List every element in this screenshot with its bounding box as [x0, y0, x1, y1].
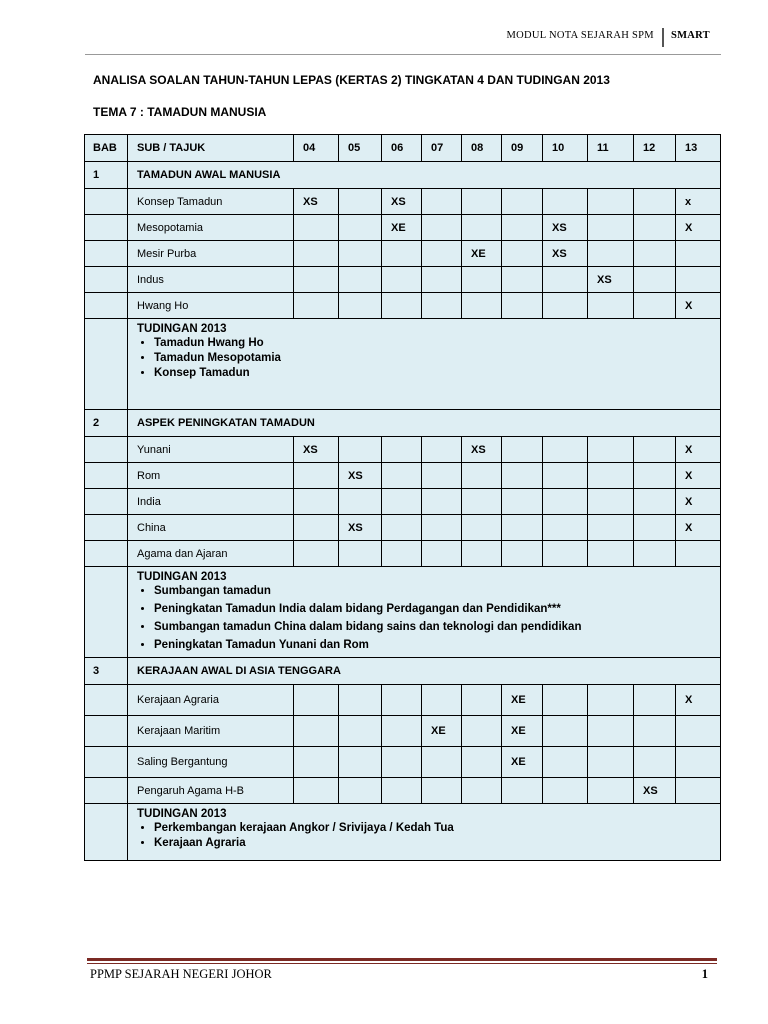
mark-cell: XS [339, 463, 382, 489]
mark-cell [339, 489, 382, 515]
mark-cell [382, 541, 422, 567]
mark-cell [676, 716, 721, 747]
mark-cell: XE [462, 241, 502, 267]
mark-cell: XS [543, 215, 588, 241]
mark-cell [462, 685, 502, 716]
mark-cell: X [676, 463, 721, 489]
table-header-row [85, 135, 721, 162]
subtopic-cell: Kerajaan Maritim [128, 716, 294, 747]
mark-cell [634, 489, 676, 515]
notes-cell [128, 804, 721, 861]
subtopic-cell: Indus [128, 267, 294, 293]
mark-cell [339, 267, 382, 293]
notes-title: TUDINGAN 2013 [137, 323, 227, 335]
mark-cell [543, 716, 588, 747]
mark-cell [462, 463, 502, 489]
mark-cell: XS [543, 241, 588, 267]
header-rule [85, 54, 721, 55]
footer-rule-thin [87, 963, 717, 964]
mark-cell [676, 267, 721, 293]
notes-item: • Sumbangan tamadun China dalam bidang sains dan teknologi dan pendidikan [154, 621, 720, 633]
subtopic-cell: Konsep Tamadun [128, 189, 294, 215]
mark-cell [294, 293, 339, 319]
mark-cell [294, 515, 339, 541]
table-row [85, 716, 721, 747]
subtopic-cell: Rom [128, 463, 294, 489]
mark-cell [588, 778, 634, 804]
notes-cell [128, 319, 721, 410]
mark-cell [339, 215, 382, 241]
bab-cell [85, 189, 128, 215]
header-smart-label: SMART [670, 30, 710, 41]
notes-title: TUDINGAN 2013 [137, 808, 227, 820]
bab-cell [85, 716, 128, 747]
section-title: TAMADUN AWAL MANUSIA [128, 162, 721, 189]
mark-cell: X [676, 515, 721, 541]
column-header: SUB / TAJUK [128, 135, 294, 162]
mark-cell: XE [502, 747, 543, 778]
bab-cell [85, 685, 128, 716]
bab-cell [85, 489, 128, 515]
section-row [85, 162, 721, 189]
mark-cell [339, 716, 382, 747]
mark-cell [462, 215, 502, 241]
mark-cell [543, 747, 588, 778]
mark-cell: X [676, 685, 721, 716]
mark-cell [634, 215, 676, 241]
mark-cell [634, 267, 676, 293]
column-header: 06 [382, 135, 422, 162]
mark-cell [588, 489, 634, 515]
bab-cell [85, 241, 128, 267]
mark-cell [294, 778, 339, 804]
mark-cell [543, 293, 588, 319]
mark-cell [382, 437, 422, 463]
mark-cell [462, 267, 502, 293]
bab-cell [85, 437, 128, 463]
document-subtitle: TEMA 7 : TAMADUN MANUSIA [93, 105, 267, 119]
section-row [85, 658, 721, 685]
column-header: 10 [543, 135, 588, 162]
mark-cell [588, 747, 634, 778]
bab-cell [85, 267, 128, 293]
column-header: 04 [294, 135, 339, 162]
mark-cell: XS [588, 267, 634, 293]
mark-cell [462, 293, 502, 319]
subtopic-cell: Hwang Ho [128, 293, 294, 319]
mark-cell: X [676, 437, 721, 463]
mark-cell: XS [294, 437, 339, 463]
table-row [85, 747, 721, 778]
column-header: 09 [502, 135, 543, 162]
page-number: 1 [701, 967, 708, 981]
footer-rule-thick [87, 958, 717, 961]
mark-cell [462, 515, 502, 541]
mark-cell: XS [462, 437, 502, 463]
column-header: 05 [339, 135, 382, 162]
mark-cell [634, 716, 676, 747]
mark-cell: XE [422, 716, 462, 747]
mark-cell [676, 778, 721, 804]
mark-cell [462, 778, 502, 804]
mark-cell [382, 747, 422, 778]
mark-cell [676, 241, 721, 267]
mark-cell [294, 716, 339, 747]
mark-cell [543, 685, 588, 716]
notes-item: • Konsep Tamadun [154, 367, 720, 379]
mark-cell [502, 215, 543, 241]
mark-cell [294, 241, 339, 267]
bab-cell [85, 293, 128, 319]
mark-cell [462, 189, 502, 215]
mark-cell [543, 778, 588, 804]
mark-cell [676, 747, 721, 778]
bab-cell [85, 541, 128, 567]
subtopic-cell: Mesopotamia [128, 215, 294, 241]
notes-list [137, 337, 720, 379]
mark-cell [382, 241, 422, 267]
mark-cell [502, 189, 543, 215]
mark-cell [294, 541, 339, 567]
mark-cell [588, 437, 634, 463]
mark-cell [588, 215, 634, 241]
mark-cell [382, 463, 422, 489]
header-module-title: MODUL NOTA SEJARAH SPM [506, 30, 654, 41]
bab-cell [85, 215, 128, 241]
mark-cell [422, 189, 462, 215]
mark-cell [462, 489, 502, 515]
section-title: ASPEK PENINGKATAN TAMADUN [128, 410, 721, 437]
mark-cell [422, 293, 462, 319]
notes-item: • Kerajaan Agraria [154, 837, 720, 849]
notes-item: • Sumbangan tamadun [154, 585, 720, 597]
table-row [85, 215, 721, 241]
notes-item: • Perkembangan kerajaan Angkor / Srivijaya / Kedah Tua [154, 822, 720, 834]
mark-cell [462, 716, 502, 747]
bab-cell [85, 778, 128, 804]
mark-cell [382, 515, 422, 541]
mark-cell [502, 778, 543, 804]
mark-cell [382, 778, 422, 804]
notes-item: • Peningkatan Tamadun Yunani dan Rom [154, 639, 720, 651]
mark-cell [634, 541, 676, 567]
mark-cell [543, 541, 588, 567]
mark-cell [339, 747, 382, 778]
column-header: 07 [422, 135, 462, 162]
column-header: BAB [85, 135, 128, 162]
mark-cell [339, 778, 382, 804]
mark-cell [422, 215, 462, 241]
mark-cell [588, 189, 634, 215]
mark-cell [634, 463, 676, 489]
column-header: 13 [676, 135, 721, 162]
mark-cell [588, 541, 634, 567]
mark-cell [543, 489, 588, 515]
bab-number: 1 [85, 162, 128, 189]
analysis-table [84, 134, 721, 861]
mark-cell [502, 293, 543, 319]
bab-cell [85, 747, 128, 778]
mark-cell [588, 515, 634, 541]
mark-cell [634, 293, 676, 319]
table-row [85, 541, 721, 567]
mark-cell [422, 685, 462, 716]
mark-cell: XS [294, 189, 339, 215]
mark-cell [339, 437, 382, 463]
mark-cell [422, 515, 462, 541]
mark-cell: XE [382, 215, 422, 241]
mark-cell [422, 267, 462, 293]
mark-cell: X [676, 293, 721, 319]
notes-list [137, 585, 720, 651]
mark-cell [339, 189, 382, 215]
mark-cell [634, 241, 676, 267]
mark-cell [502, 463, 543, 489]
column-header: 12 [634, 135, 676, 162]
bab-cell [85, 319, 128, 410]
mark-cell [339, 541, 382, 567]
notes-cell [128, 567, 721, 658]
mark-cell [382, 685, 422, 716]
table-row [85, 685, 721, 716]
mark-cell [462, 541, 502, 567]
section-row [85, 410, 721, 437]
mark-cell [634, 189, 676, 215]
mark-cell [634, 437, 676, 463]
mark-cell [294, 489, 339, 515]
subtopic-cell: Pengaruh Agama H-B [128, 778, 294, 804]
mark-cell [382, 489, 422, 515]
mark-cell [502, 541, 543, 567]
subtopic-cell: India [128, 489, 294, 515]
bab-cell [85, 463, 128, 489]
mark-cell: XE [502, 685, 543, 716]
mark-cell [634, 747, 676, 778]
mark-cell: X [676, 215, 721, 241]
running-header [507, 28, 711, 47]
bab-number: 2 [85, 410, 128, 437]
mark-cell [422, 489, 462, 515]
mark-cell [294, 463, 339, 489]
mark-cell [294, 685, 339, 716]
notes-row [85, 319, 721, 410]
section-title: KERAJAAN AWAL DI ASIA TENGGARA [128, 658, 721, 685]
column-header: 11 [588, 135, 634, 162]
subtopic-cell: Kerajaan Agraria [128, 685, 294, 716]
table-row [85, 267, 721, 293]
table-row [85, 489, 721, 515]
mark-cell [502, 489, 543, 515]
mark-cell [422, 778, 462, 804]
notes-list [137, 822, 720, 849]
table-row [85, 778, 721, 804]
mark-cell [339, 293, 382, 319]
mark-cell [294, 215, 339, 241]
mark-cell [382, 716, 422, 747]
table-row [85, 463, 721, 489]
mark-cell [422, 437, 462, 463]
table-row [85, 241, 721, 267]
notes-row [85, 567, 721, 658]
mark-cell [588, 293, 634, 319]
mark-cell [543, 189, 588, 215]
subtopic-cell: China [128, 515, 294, 541]
notes-item: • Tamadun Hwang Ho [154, 337, 720, 349]
mark-cell: x [676, 189, 721, 215]
mark-cell [422, 241, 462, 267]
footer-organization: PPMP SEJARAH NEGERI JOHOR [90, 967, 272, 981]
mark-cell [588, 716, 634, 747]
mark-cell [588, 685, 634, 716]
bab-cell [85, 804, 128, 861]
mark-cell [422, 463, 462, 489]
mark-cell [543, 437, 588, 463]
subtopic-cell: Saling Bergantung [128, 747, 294, 778]
mark-cell [294, 747, 339, 778]
mark-cell [543, 515, 588, 541]
mark-cell [502, 515, 543, 541]
mark-cell [294, 267, 339, 293]
document-title: ANALISA SOALAN TAHUN-TAHUN LEPAS (KERTAS 2) TINGKATAN 4 DAN TUDINGAN 2013 [93, 73, 610, 87]
column-header: 08 [462, 135, 502, 162]
mark-cell [588, 241, 634, 267]
mark-cell: XS [339, 515, 382, 541]
mark-cell [502, 241, 543, 267]
mark-cell [382, 267, 422, 293]
mark-cell [382, 293, 422, 319]
mark-cell [543, 267, 588, 293]
mark-cell: XE [502, 716, 543, 747]
notes-item: • Tamadun Mesopotamia [154, 352, 720, 364]
bab-cell [85, 515, 128, 541]
mark-cell [339, 685, 382, 716]
table-row [85, 437, 721, 463]
bab-cell [85, 567, 128, 658]
notes-title: TUDINGAN 2013 [137, 571, 227, 583]
mark-cell [588, 463, 634, 489]
mark-cell [676, 541, 721, 567]
mark-cell [502, 437, 543, 463]
subtopic-cell: Agama dan Ajaran [128, 541, 294, 567]
mark-cell: XS [634, 778, 676, 804]
bab-number: 3 [85, 658, 128, 685]
mark-cell [422, 541, 462, 567]
mark-cell: X [676, 489, 721, 515]
table-row [85, 189, 721, 215]
notes-item: • Peningkatan Tamadun India dalam bidang Perdagangan dan Pendidikan*** [154, 603, 720, 615]
mark-cell [339, 241, 382, 267]
subtopic-cell: Yunani [128, 437, 294, 463]
mark-cell: XS [382, 189, 422, 215]
mark-cell [502, 267, 543, 293]
table-row [85, 515, 721, 541]
notes-row [85, 804, 721, 861]
mark-cell [634, 515, 676, 541]
mark-cell [543, 463, 588, 489]
mark-cell [422, 747, 462, 778]
mark-cell [634, 685, 676, 716]
table-row [85, 293, 721, 319]
mark-cell [462, 747, 502, 778]
subtopic-cell: Mesir Purba [128, 241, 294, 267]
